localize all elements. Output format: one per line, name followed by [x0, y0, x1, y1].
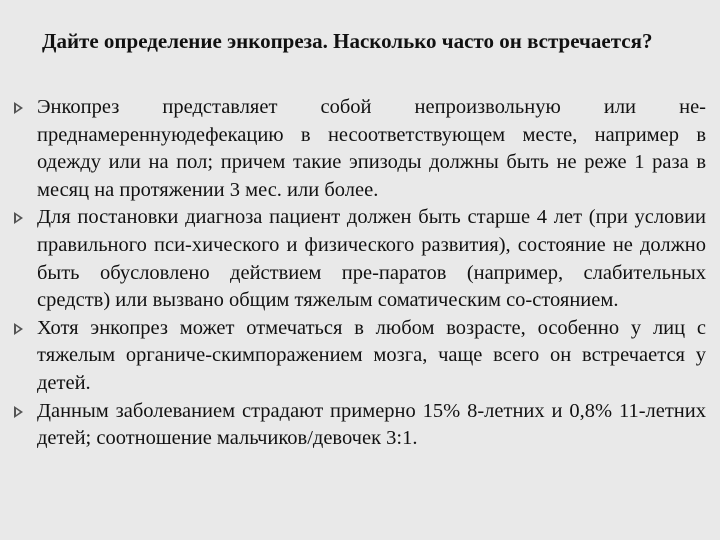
bullet-text: Данным заболеванием страдают примерно 15% 8-летних и 0,8% 11-летних детей; соотношение мальчиков/девочек 3:1. — [37, 399, 706, 450]
bullet-item — [14, 398, 706, 453]
triangle-bullet-icon — [14, 212, 23, 224]
bullet-item — [14, 204, 706, 314]
bullet-text: Энкопрез представляет собой непроизвольную или не-преднамереннуюдефекацию в несоответствующем месте, например в одежду или на пол; причем такие эпизоды должны быть не реже 1 раза в месяц на протяжении 3 мес. или более. — [37, 96, 706, 201]
triangle-bullet-icon — [14, 406, 23, 418]
bullet-item — [14, 94, 706, 204]
bullet-list — [14, 94, 706, 453]
bullet-text: Для постановки диагноза пациент должен быть старше 4 лет (при условии правильного пси-хического и физического развития), состояние не должно быть обусловлено действием пре-паратов (например, слабительных средств) или вызвано общим тяжелым соматическим со-стоянием. — [37, 206, 706, 312]
triangle-bullet-icon — [14, 323, 23, 335]
bullet-text: Хотя энкопрез может отмечаться в любом возрасте, особенно у лиц с тяжелым органиче-скимпоражением мозга, чаще всего он встречается у детей. — [37, 316, 706, 394]
triangle-bullet-icon — [14, 102, 23, 114]
bullet-item — [14, 315, 706, 398]
slide-title: Дайте определение энкопреза. Насколько часто он встречается? — [42, 29, 653, 53]
